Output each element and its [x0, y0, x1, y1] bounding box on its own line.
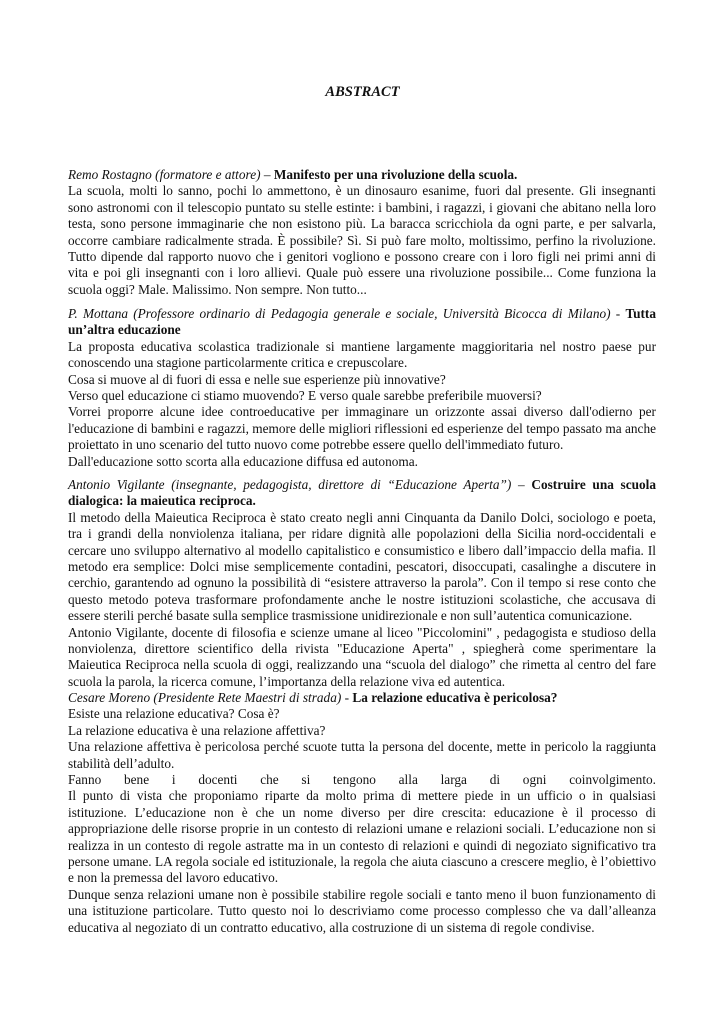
body-paragraph: Una relazione affettiva è pericolosa perché scuote tutta la persona del docente, mette in pericolo la raggiunta stabilità dell’adulto.	[68, 739, 656, 771]
author-line: P. Mottana (Professore ordinario di Pedagogia generale e sociale, Università Bicocca di Milano)	[68, 306, 611, 321]
abstract-title: ABSTRACT	[325, 84, 400, 100]
body-paragraph: La scuola, molti lo sanno, pochi lo ammettono, è un dinosauro esanime, fuori dal presente. Gli insegnanti sono astronomi con il telescopio puntato su stelle estinte: i bambini, i ragazzi, i giovani che abitano nella loro testa, sono persone immaginarie che non esistono più. La baracca scricchiola da ogni parte, e per salvarla, occorre cambiare radicalmente strada. È possibile? Sì. Si può fare molto, moltissimo, perfino la rivoluzione. Tutto dipende dal rapporto nuovo che i genitori vogliono e possono creare con i loro figli nei primi anni di vita e poi gli insegnanti con i loro allievi. Quale può essere una rivoluzione possibile... Come funziona la scuola oggi? Male. Malissimo. Non sempre. Non tutto...	[68, 183, 656, 297]
body-paragraph: Verso quel educazione ci stiamo muovendo? E verso quale sarebbe preferibile muoversi?	[68, 388, 542, 404]
abstract-section-mottana	[68, 306, 656, 470]
separator: -	[610, 306, 626, 321]
author-line: Antonio Vigilante (insegnante, pedagogista, direttore di “Educazione Aperta”)	[68, 477, 512, 492]
body-paragraph: Il metodo della Maieutica Reciproca è stato creato negli anni Cinquanta da Danilo Dolci, sociologo e poeta, tra i grandi della nonviolenza italiana, per ridare dignità alle popolazioni della Sicilia nord-occidentali e cercare uno sviluppo alternativo al modello capitalistico e consumistico e libero dall’impaccio della mafia. Il metodo era semplice: Dolci mise semplicemente contadini, pescatori, disoccupati, casalinghe a discutere in cerchio, garantendo ad ognuno la possibilità di “esistere attraverso la parola”. Con il tempo si rese conto che questo metodo poteva trasformare profondamente anche le nostre istituzioni scolastiche, che accusava di essere sterili perché basate sulla semplice trasmissione unidirezionale e non sull’autentica comunicazione.	[68, 509, 656, 624]
body-paragraph: Esiste una relazione educativa? Cosa è?	[68, 706, 280, 722]
separator: -	[341, 690, 353, 705]
section-heading	[68, 477, 656, 510]
separator: –	[260, 167, 274, 182]
body-paragraph: Dall'educazione sotto scorta alla educazione diffusa ed autonoma.	[68, 453, 418, 469]
abstract-section-vigilante	[68, 477, 656, 690]
abstract-section-moreno	[68, 690, 656, 936]
talk-title: Manifesto per una rivoluzione della scuola.	[273, 167, 518, 182]
body-paragraph: Fanno bene i docenti che si tengono alla larga di ogni coinvolgimento.	[68, 772, 656, 788]
talk-title: La relazione educativa è pericolosa?	[352, 690, 558, 705]
body-paragraph: Antonio Vigilante, docente di filosofia e scienze umane al liceo "Piccolomini" , pedagogista e studioso della nonviolenza, direttore scientifico della rivista "Educazione Aperta" , spiegherà come sperimentare la Maieutica Reciproca nella scuola di oggi, realizzando una “scuola del dialogo” che rimetta al centro del fare scuola la parola, la ricerca comune, l’importanza della relazione viva ed autentica.	[68, 624, 656, 689]
body-paragraph: Dunque senza relazioni umane non è possibile stabilire regole sociali e tanto meno il buon funzionamento di una istituzione particolare. Tutto questo noi lo descriviamo come processo complesso che va dall’alleanza educativa al negoziato di un contratto educativo, alla costruzione di un sistema di regole condivise.	[68, 886, 656, 935]
author-line: Remo Rostagno (formatore e attore)	[68, 167, 261, 182]
author-line: Cesare Moreno (Presidente Rete Maestri di strada)	[68, 690, 342, 705]
body-paragraph: Il punto di vista che proponiamo riparte da molto prima di mettere piede in un ufficio o in qualsiasi istituzione. L’educazione non è che un nome diverso per dire crescita: educazione è il processo di appropriazione delle risorse proprie in un contesto di relazioni umane e relazioni sociali. L’educazione non si realizza in un contesto di regole astratte ma in un contesto di relazioni e quindi di negoziato significativo tra persone umane. LA regola sociale ed istituzionale, la regola che aiuta ciascuno a crescere meglio, è l’obiettivo e non la premessa del lavoro educativo.	[68, 788, 656, 886]
body-paragraph: Cosa si muove al di fuori di essa e nelle sue esperienze più innovative?	[68, 371, 446, 387]
section-heading	[68, 167, 656, 183]
abstract-section-rostagno	[68, 167, 656, 298]
body-paragraph: La proposta educativa scolastica tradizionale si mantiene largamente maggioritaria nel nostro paese pur conoscendo una stagione particolarmente critica e crepuscolare.	[68, 338, 656, 371]
section-heading	[68, 306, 656, 339]
body-paragraph: La relazione educativa è una relazione affettiva?	[68, 722, 326, 738]
section-heading	[68, 690, 656, 706]
separator: –	[511, 477, 532, 492]
talk-title: Costruire una scuola dialogica: la maieutica reciproca.	[68, 477, 656, 509]
talk-title: Tutta un’altra educazione	[68, 306, 656, 338]
body-paragraph: Vorrei proporre alcune idee controeducative per immaginare un orizzonte assai diverso dall'odierno per l'educazione di bambini e ragazzi, memore delle migliori riflessioni ed esperienze del tempo passato ma anche proiettato in uno scenario del tutto nuovo come potrebbe essere quello dell'immediato futuro.	[68, 404, 656, 453]
